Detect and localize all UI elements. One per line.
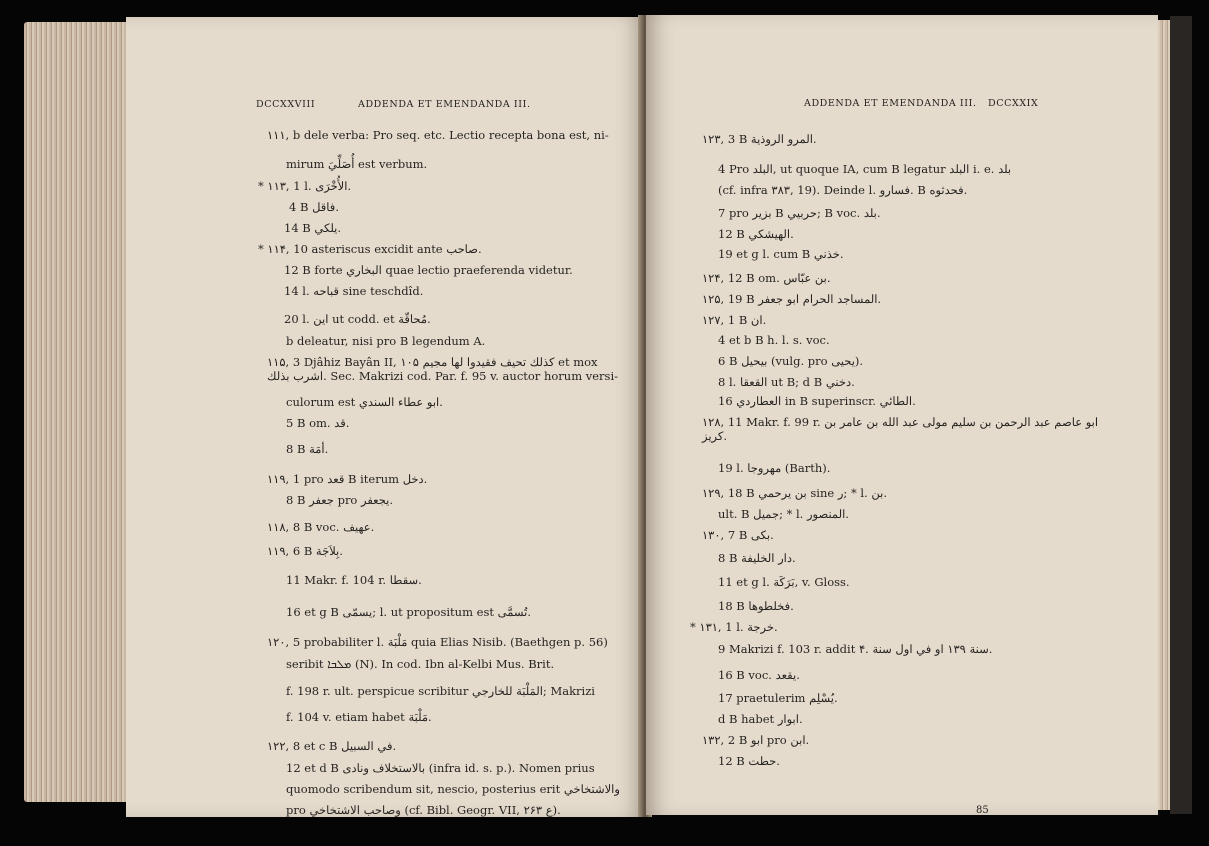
- right-line: 7 pro بزير B حربيي; B voc. بلد.: [718, 206, 881, 220]
- left-line: b deleatur, nisi pro B legendum A.: [286, 334, 486, 348]
- left-line: 5 B om. قد.: [286, 416, 350, 430]
- right-line: d B habet ابوار.: [718, 712, 803, 726]
- right-line: ۱۲۷, 1 B ان.: [702, 313, 767, 327]
- right-line: ۱۲۴, 12 B om. بن عبّاس.: [702, 271, 831, 285]
- right-line: 16 B voc. يقعد.: [718, 668, 800, 682]
- right-page: [646, 15, 1158, 815]
- left-line: 20 l. اين ut codd. et مُحاقّة.: [284, 312, 431, 326]
- right-line: 8 B دار الخليفة.: [718, 551, 796, 565]
- left-line: 14 l. قباحه sine teschdîd.: [284, 284, 424, 298]
- left-line: ۱۲۰, 5 probabiliter l. مَلْبَة quia Elias Nisib. (Baethgen p. 56): [267, 635, 608, 649]
- left-line: culorum est ابو عطاء السندي.: [286, 395, 443, 409]
- left-line: * ۱۱۴, 10 asteriscus excidit ante صاحب.: [258, 242, 482, 256]
- left-line: 16 et g B يسمّى; l. ut propositum est تُسمَّى.: [286, 605, 531, 619]
- left-line: 8 B أمَة.: [286, 442, 329, 456]
- left-line: 14 B يلكي.: [284, 221, 342, 235]
- right-line: 11 et g l. بَرَكَة, v. Gloss.: [718, 575, 850, 589]
- right-line: ۱۲۳, 3 B المرو الروذية.: [702, 132, 817, 146]
- left-line: quomodo scribendum sit, nescio, posterius erit والاشتخاخي: [286, 782, 620, 796]
- right-line: ۱۳۲, 2 B ابو pro ابن.: [702, 733, 810, 747]
- right-line: 9 Makrizi f. 103 r. addit ۴. سنة ۱۳۹ او في اول سنة.: [718, 642, 993, 656]
- right-line: (cf. infra ۳۸۳, 19). Deinde l. فسارو. B فحدثوه.: [718, 183, 968, 197]
- right-line: 12 B الهيشكي.: [718, 227, 794, 241]
- right-line: 18 B فخلطوها.: [718, 599, 794, 613]
- right-line: 16 العطاردي in B superinscr. الطائي.: [718, 394, 916, 408]
- left-line: ۱۱۹, 1 pro قعد B iterum دخل.: [267, 472, 428, 486]
- left-line: f. 198 r. ult. perspicue scribitur المَلْبَة للخارجي; Makrizi: [286, 684, 595, 698]
- right-line: ۱۳۰, 7 B بكى.: [702, 528, 774, 542]
- right-line: ۱۲۹, 18 B بن يرحمي sine ر; * l. بن.: [702, 486, 887, 500]
- left-running-head-title: ADDENDA ET EMENDANDA III.: [358, 99, 531, 110]
- left-line: 12 B forte البخاري quae lectio praeferenda videtur.: [284, 263, 573, 277]
- left-line: f. 104 v. etiam habet مَلْبَة.: [286, 710, 432, 724]
- left-running-head-number: DCCXXVIII: [256, 99, 316, 110]
- left-line: ۱۱۵, 3 Djâhiz Bayân II, ۱۰۵ كذلك تحيف فقيدوا لها مجيم et mox اشرب بذلك. Sec. Makrizi cod. Par. f. 95 v. auctor horum versi-: [267, 355, 619, 383]
- left-line: ۱۱۱, b dele verba: Pro seq. etc. Lectio recepta bona est, ni-: [267, 128, 609, 142]
- left-line: 8 B جعفر pro يجعفر.: [286, 493, 394, 507]
- right-line: 6 B بيحيل (vulg. pro يحيى).: [718, 354, 864, 368]
- right-line: ۱۲۸, 11 Makr. f. 99 r. ابو عاصم عبد الرحمن بن سليم مولى عبد الله بن عامر بن كريز.: [702, 415, 1099, 443]
- right-line: * ۱۳۱, 1 l. خرجة.: [690, 620, 778, 634]
- left-line: 12 et d B بالاستخلاف ونادى (infra id. s. p.). Nomen prius: [286, 761, 595, 775]
- right-line: 8 l. القعقا ut B; d B دخني.: [718, 375, 855, 389]
- left-line: ۱۲۲, 8 et c B في السبيل.: [267, 739, 397, 753]
- right-running-head-title: ADDENDA ET EMENDANDA III.: [804, 98, 977, 109]
- book-cover-edge: [1170, 16, 1192, 814]
- right-line: ۱۲۵, 19 B المساجد الحرام ابو جعفر.: [702, 292, 882, 306]
- right-running-head-number: DCCXXIX: [988, 98, 1039, 109]
- left-page: [126, 17, 646, 817]
- right-line: 19 et g l. cum B خذني.: [718, 247, 844, 261]
- right-line: 4 et b B h. l. s. voc.: [718, 333, 830, 347]
- left-line: seribit ܡܠܒܐ (N). In cod. Ibn al-Kelbi Mus. Brit.: [286, 657, 555, 671]
- right-line: 4 Pro البلد, ut quoque IA, cum B legatur البلد i. e. بلد: [718, 162, 1012, 176]
- left-line: pro وصاحب الاشتخاخي (cf. Bibl. Geogr. VII, ۲۶۳ ع).: [286, 803, 561, 817]
- right-line: 12 B حطت.: [718, 754, 780, 768]
- right-line: ult. B جميل; * l. المنصور.: [718, 507, 849, 521]
- left-line: ۱۱۸, 8 B voc. عهيف.: [267, 520, 375, 534]
- left-line: 11 Makr. f. 104 r. سقطا.: [286, 573, 422, 587]
- left-line: * ۱۱۳, 1 l. الأُخْرَى.: [258, 179, 352, 193]
- left-line: mirum أُصَلِّيَ est verbum.: [286, 157, 428, 171]
- right-line: 19 l. مهروجا (Barth).: [718, 461, 831, 475]
- right-line: 17 praetulerim يُسْلِم.: [718, 691, 838, 705]
- page-number: 85: [976, 805, 989, 816]
- left-line: ۱۱۹, 6 B بِلاَجَة.: [267, 544, 343, 558]
- left-line: 4 B فاقل.: [289, 200, 339, 214]
